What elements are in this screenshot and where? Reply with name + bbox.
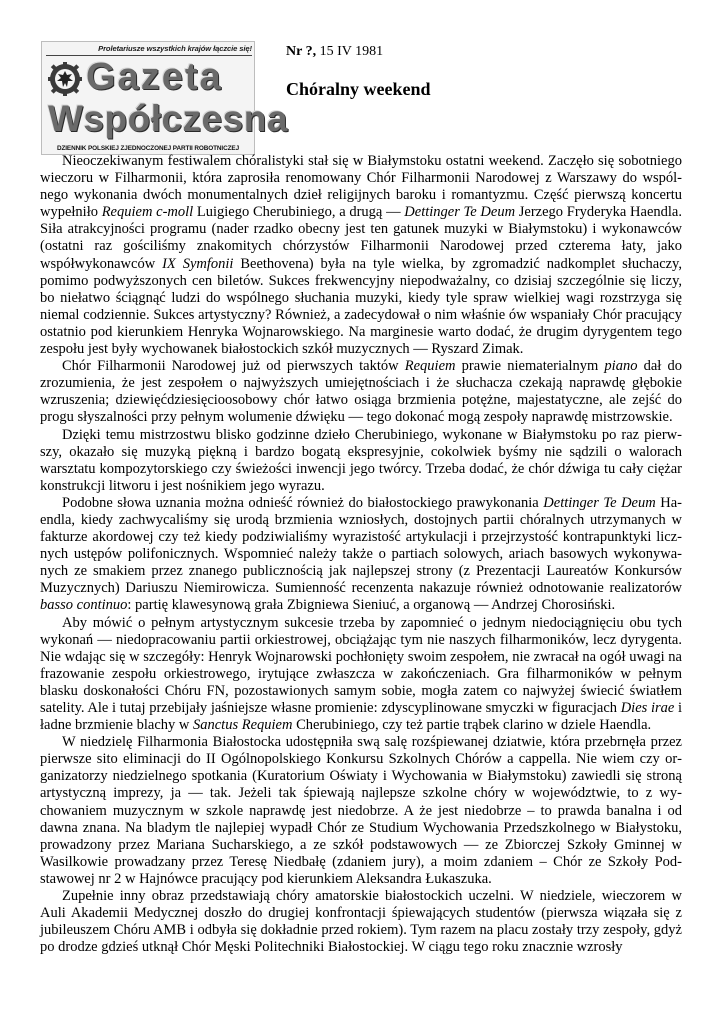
text-run: Dzięki temu mistrzostwu blisko godzinne dzieło Cherubiniego, wykonane w Białymstoku po raz pierwszy, okazało się muzyką piękną i bardzo bogatą ekspresyjnie, cokolwiek byśmy nie sądzili o walorach warsztatu kompozytorskiego czy świeżości inwencji jego twórcy. Trzeba dodać, że chór dźwiga tu cały ciężar konstrukcji litworu i jest nośnikiem jego wyrazu. [40,426,682,494]
text-run: Chór Filharmonii Narodowej już od pierwszych taktów [62,358,405,375]
italic-text-run: Requiem c-moll [101,204,194,221]
masthead-title-line2: Współczesna [48,98,288,139]
italic-text-run: IX Symfonii [162,255,234,272]
issue-dateline [286,44,383,60]
article-paragraph [40,888,682,956]
issue-number: Nr ?, [286,44,317,59]
text-run: Nieoczekiwanym festiwalem chóralistyki stał się w Białymstoku ostatni weekend. Zaczęło się sobotniego wieczoru w Filharmonii, która zaprosiła renomowany Chór Filharmonii Narodowej z Warszawy do wspólnego wykonania dwóch monumentalnych dzieł religijnych baroku i romantyzmu. Część pierwszą koncertu wypełniło [40,153,682,221]
article-paragraph [40,358,682,426]
article-headline: Chóralny weekend [286,79,431,99]
text-run: W niedzielę Filharmonia Białostocka udostępniła swą salę rozśpiewanej dziatwie, która przebrnęła przez pierwsze sito eliminacji do II Ogólnopolskiego Konkursu Szkolnych Chórów a cappella. Nie wiem czy organizatorzy niedzielnego spotkania (Kuratorium Oświaty i Wychowania w Białymstoku) zawiedli się stroną artystyczną imprezy, ja — tak. Jeżeli tak śpiewają najlepsze szkolne chóry w województwie, to z wychowaniem muzycznym w szkole naprawdę jest niedobrze. A że jest niedobrze – to prawda banalna i od dawna znana. Na bladym tle najlepiej wypadł Chór ze Studium Wychowania Przedszkolnego w Białystoku, prowadzony przez Mariana Sucharskiego, a ze szkół podstawowych — ze Zbiorczej Szkoły Gminnej w Wasilkowie prowadzany przez Teresę Niedbałę (zdaniem jury), a moim zdaniem – Chór ze Szkoły Podstawowej nr 2 w Hajnówce pracujący pod kierunkiem Aleksandra Łukaszuka. [40,734,682,887]
article-paragraph [40,615,682,735]
italic-text-run: Dettinger Te Deum [404,204,516,221]
text-run: Beethovena) była na tyle wielka, by zgromadzić nadkomplet słuchaczy, pomimo podwyższonych cen biletów. Sukces frekwencyjny niepodważalny, co dzisiaj szczególnie się liczy, bo niełatwo ściągnąć ludzi do wspólnego słuchania muzyki, kiedy tyle spraw wielkiej wagi rozstrzyga się niemal codziennie. Sukces artystyczny? Również, a zadecydował o nim właśnie ów wspaniały Chór pracujący ostatnio pod kierunkiem Henryka Wojnarowskiego. Na marginesie warto dodać, że drugim dyrygentem tego zespołu jest były wychowanek białostockich szkół muzycznych — Ryszard Zimak. [40,255,682,358]
italic-text-run: Dies irae [620,700,675,716]
cog-eagle-emblem-icon [48,62,82,96]
text-run: prawie niematerialnym [455,358,605,375]
text-run: Zupełnie inny obraz przedstawiają chóry amatorskie białostockich uczelni. W niedziele, wieczorem w Auli Akademii Medycznej doszło do drugiej konfrontacji śpiewających studentów (pierwsza wiązała się z jubileuszem Chóru AMB i odbyła się dokładnie przed rokiem). Tym razem na placu zostały trzy zespoły, gdyż po drodze gdzieś utknął Chór Męski Politechniki Białostockiej. W ciągu tego roku znacznie wzrosły [40,888,682,956]
article-paragraph [40,495,682,615]
text-run: i ładne brzmienie blachy w [40,700,683,734]
text-run: dał do zrozumienia, że jest zespołem o najwyższych umiejętnościach i że słuchacza czekają naprawdę głębokie wzruszenia; dziewięćdziesięcioosobowy chór łatwo osiąga brzmienia potężne, majestatyczne, ale zejść do progu słyszalności przy pełnym wolumenie dźwięku — tego dokonać mogą zespoły naprawdę mistrzowskie. [40,358,682,426]
article-paragraph [40,734,682,888]
text-run: : partię klawesynową grała Zbigniewa Sieniuć, a organową — Andrzej Chorosiński. [127,597,616,614]
article-paragraph [40,427,682,495]
text-run: Jerzego Fryderyka Haendla. Siła atrakcyjności programu (nader rzadko obecny jest ten gatunek muzyki w Białymstoku) i wykonawców (ostatni raz gościliśmy znakomitych chórzystów Filharmonii Narodowej przed czterema łaty, jako współwykonawców [40,204,682,272]
italic-text-run: Dettinger Te Deum [543,494,656,511]
masthead-title-line1: Gazeta [86,56,223,98]
text-run: Cherubiniego, czy też partie trąbek clarino w dziele Haendla. [292,717,652,734]
italic-text-run: piano [604,358,638,375]
text-run: Aby mówić o pełnym artystycznym sukcesie trzeba by zapomnieć o jednym niedociągnięciu obu tych wykonań — niedopracowaniu partii orkiestrowej, obciążając tym nie naszych filharmoników, lecz dyrygenta. Nie wdając się w szczegóły: Henryk Wojnarowski pochłonięty swoim zespołem, nie zwracał na ogół uwagi na frazowanie zespołu orkiestrowego, irytujące zwłaszcza w zakończeniach. Gra filharmoników w pełnym blasku doskonałości Chóru FN, pozostawionych samym sobie, mogła zatem co najwyżej świecić światłem satelity. Ale i tutaj przebijały jaśniejsze własne promienie: zdyscyplinowane smyczki w figuracjach [40,614,682,716]
italic-text-run: Sanctus Requiem [193,717,293,734]
issue-date: 15 IV 1981 [316,44,384,59]
italic-text-run: Requiem [404,358,456,375]
masthead-subtitle: DZIENNIK POLSKIEJ ZJEDNOCZONEJ PARTII ROBOTNICZEJ [56,145,240,152]
italic-text-run: basso continuo [40,597,128,614]
masthead-slogan: Proletariusze wszystkich krajów łączcie się! [98,44,252,53]
newspaper-masthead [41,41,288,155]
article-paragraph [40,153,682,358]
text-run: Luigiego Cherubiniego, a drugą — [193,204,405,221]
text-run: Podobne słowa uznania można odnieść również do białostockiego prawykonania [62,494,544,511]
text-run: Haendla, kiedy zachwycaliśmy się urodą brzmienia wzniosłych, dostojnych partii chóralnych utrzymanych w fakturze akordowej czy też kiedy podziwialiśmy wyrazistość artykulacji i przejrzystość kontrapunktyki licznych ustępów polifonicznych. Wspomnieć należy także o partiach solowych, ariach basowych wykonywanych ze smakiem przez znanego publicznością jak najlepszej strony (z Prezentacji Laureatów Konkursów Muzycznych) Dariuszu Niemirowicza. Sumienność recenzenta nakazuje również odnotowanie realizatorów [40,494,682,597]
article-body [40,153,682,956]
